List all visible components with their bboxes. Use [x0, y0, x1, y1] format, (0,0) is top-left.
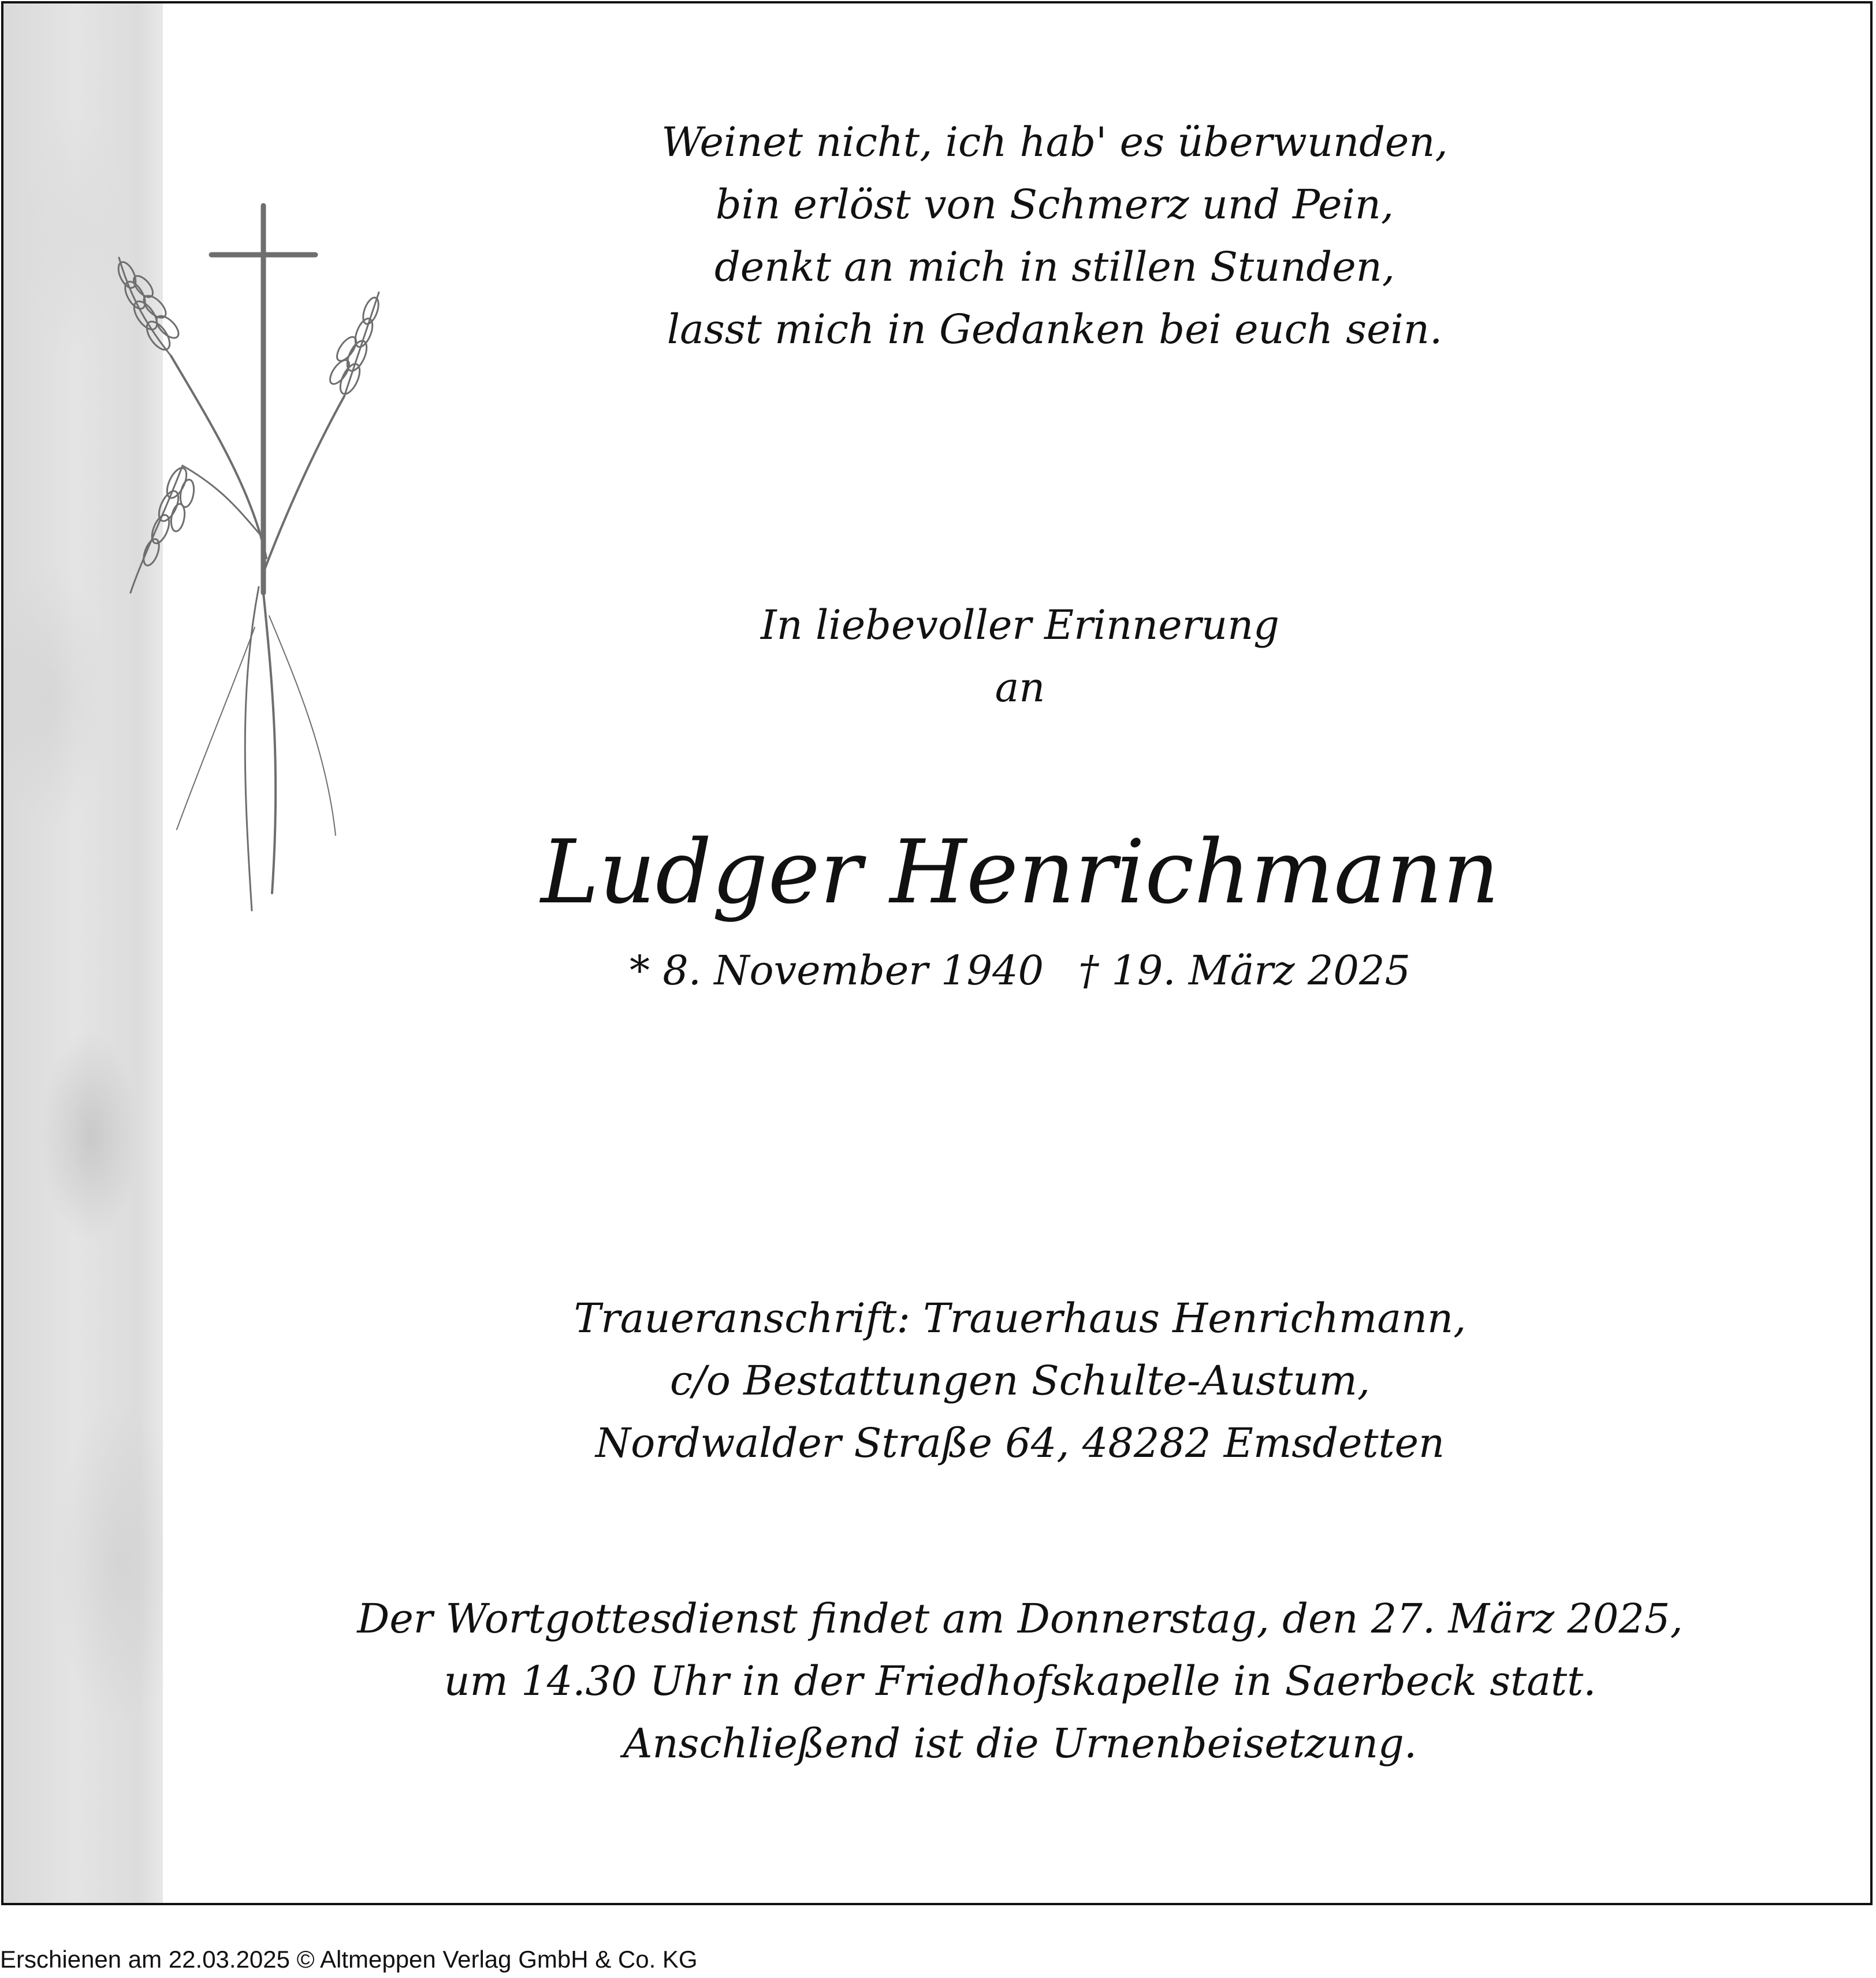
service-line: um 14.30 Uhr in der Friedhofskapelle in Saerbeck statt. [444, 1657, 1596, 1705]
life-dates [512, 942, 1528, 999]
memorial-line: In liebevoller Erinnerung [760, 601, 1279, 649]
service-line: Anschließend ist die Urnenbeisetzung. [623, 1720, 1417, 1767]
poem-line: Weinet nicht, ich hab' es überwunden, [661, 118, 1448, 166]
obituary-notice [1, 1, 1873, 1905]
service-line: Der Wortgottesdienst findet am Donnerstag, den 27. März 2025, [357, 1595, 1683, 1642]
mourning-address [477, 1287, 1563, 1474]
poem-line: bin erlöst von Schmerz und Pein, [715, 181, 1394, 228]
poem [512, 111, 1598, 360]
birth-date: * 8. November 1940 [629, 947, 1044, 994]
cross-with-wheat-icon [107, 188, 408, 916]
deceased-name: Ludger Henrichmann [541, 821, 1499, 923]
poem-line: denkt an mich in stillen Stunden, [714, 243, 1395, 291]
address-line: Traueranschrift: Trauerhaus Henrichmann, [574, 1295, 1466, 1342]
memorial-phrase [581, 594, 1459, 719]
poem-line: lasst mich in Gedanken bei euch sein. [667, 306, 1443, 353]
death-date: † 19. März 2025 [1078, 947, 1411, 994]
address-line: c/o Bestattungen Schulte-Austum, [669, 1357, 1371, 1404]
memorial-line: an [995, 664, 1045, 711]
address-line: Nordwalder Straße 64, 48282 Emsdetten [595, 1419, 1445, 1467]
service-info [281, 1587, 1759, 1775]
publication-footer: Erschienen am 22.03.2025 © Altmeppen Verlag GmbH & Co. KG [0, 1946, 698, 1973]
